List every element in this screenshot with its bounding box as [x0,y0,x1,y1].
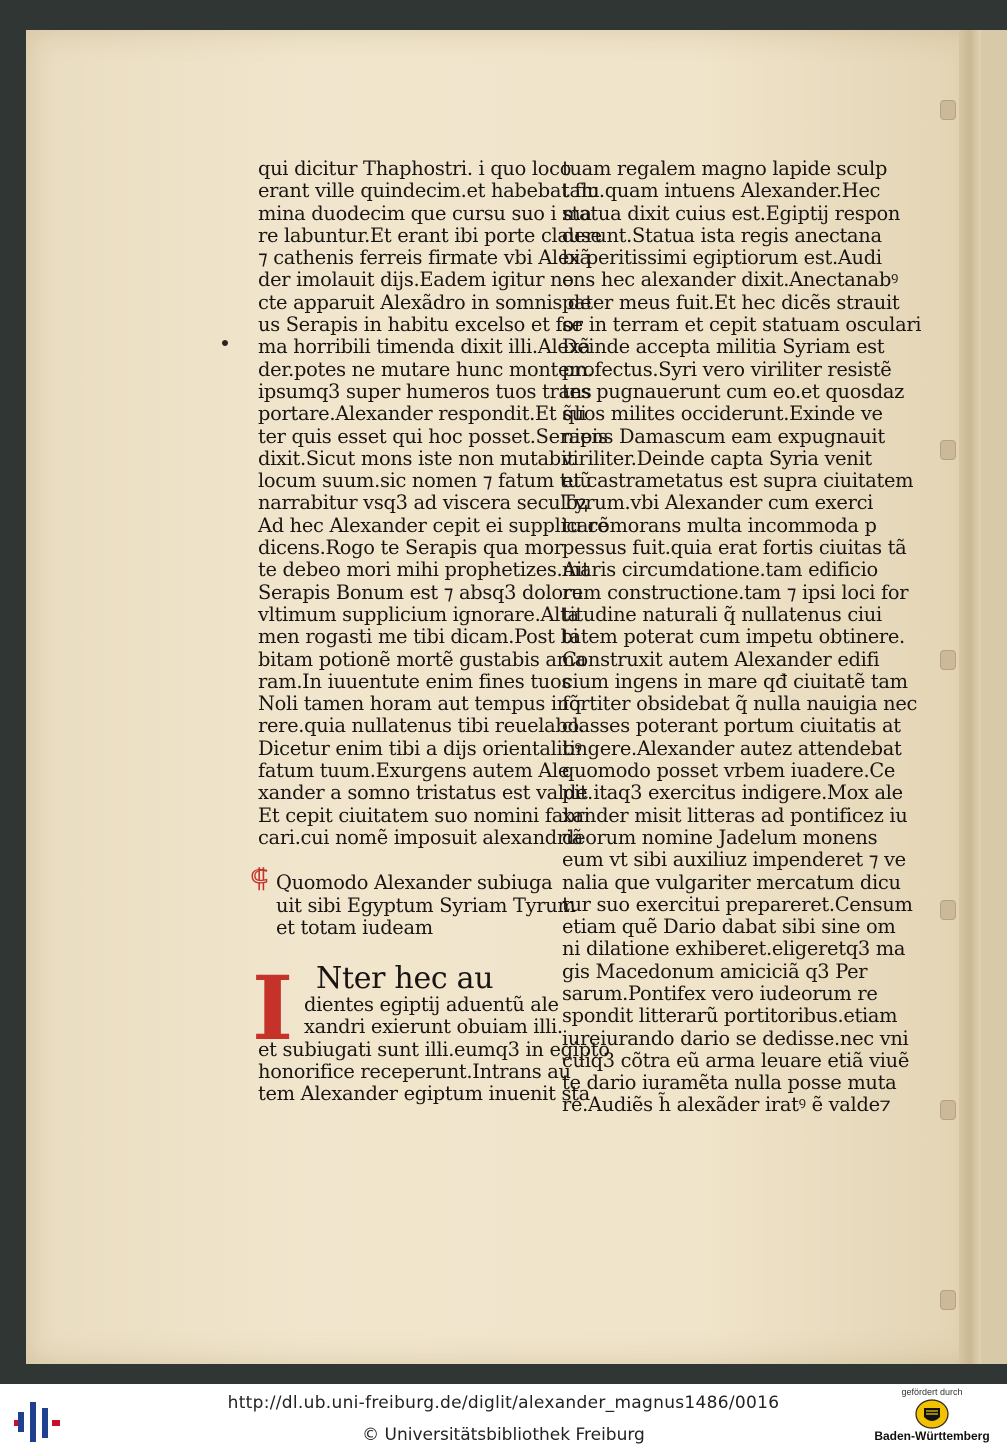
text-line: dientes egiptij aduentũ ale [304,993,559,1017]
binding-stitch [940,440,956,460]
text-line: profectus.Syri vero viriliter resistẽ [562,357,892,381]
text-line: narrabitur vsq3 ad viscera seculoꝝ [258,491,589,515]
text-line: fortiter obsidebat q̃ nulla nauigia nec [562,692,918,716]
text-line: bitam potionẽ mortẽ gustabis ama [258,647,587,671]
text-line: te debeo mori mihi prophetizes.Ait [258,558,590,582]
text-line: suos milites occiderunt.Exinde ve [562,402,883,426]
funding-label: gefördert durch [901,1387,963,1397]
text-line: fatum tuum.Exurgens autem Ale [258,759,570,783]
text-line: re labuntur.Et erant ibi porte clause [258,223,602,247]
text-line: rere.quia nullatenus tibi reuelabo. [258,714,585,738]
text-column-right [562,157,922,1117]
text-line: tatem poterat cum impetu obtinere. [562,625,905,649]
text-line: mina duodecim que cursu suo i ma [258,201,592,225]
text-line: statua dixit cuius est.Egiptij respon [562,201,901,225]
rubric-line: uit sibi Egyptum Syriam Tyrum [276,893,576,917]
text-line: maris circumdatione.tam edificio [562,558,878,582]
next-page-edge [981,30,1007,1364]
text-line: Serapis Bonum est ⁊ absq3 dolore [258,580,583,604]
text-line: tuam regalem magno lapide sculp [562,157,888,180]
text-line: bi peritissimi egiptiorum est.Audi [562,246,882,270]
text-line: Construxit autem Alexander edifi [562,647,880,671]
text-line: tem Alexander egiptum inuenit sta [258,1082,590,1106]
text-line: sarum.Pontifex vero iudeorum re [562,981,878,1005]
text-line: ma horribili timenda dixit illi.Alexã [258,335,591,359]
text-line: tingere.Alexander autez attendebat [562,736,902,760]
text-column-left [250,157,610,1106]
text-line: portare.Alexander respondit.Et q̃li [258,402,587,426]
margin-mark [222,340,228,346]
text-line: cium ingens in mare qđ ciuitatẽ tam [562,669,908,693]
binding-stitch [940,900,956,920]
funding-name: Baden-Württemberg [874,1429,990,1443]
text-line: ter quis esset qui hoc posset.Serapis [258,424,608,448]
text-line: vltimum supplicium ignorare.Alta [258,602,579,626]
text-line: quomodo posset vrbem iuadere.Ce [562,759,896,783]
text-line: et castrametatus est supra ciuitatem [562,469,914,493]
text-line: nalia que vulgariter mercatum dicu [562,870,901,894]
text-line: cari.cui nomẽ imposuit alexandriã [258,825,583,849]
text-line: pit itaq3 exercitus indigere.Mox ale [562,781,903,805]
text-line: men rogasti me tibi dicam.Post bi [258,625,579,649]
text-line: honorifice receperunt.Intrans au [258,1059,571,1083]
text-line: tam.quam intuens Alexander.Hec [562,179,881,203]
text-line: cte apparuit Alexãdro in somnis de [258,290,592,314]
text-line: titudine naturali q̃ nullatenus ciui [562,602,882,626]
text-line: rum constructione.tam ⁊ ipsi loci for [562,580,909,604]
text-line: xandri exierunt obuiam illi. [304,1015,563,1039]
text-line: Noli tamen horam aut tempus inq̃ [258,692,582,716]
text-line: ens hec alexander dixit.Anectanabꝰ [562,268,899,292]
text-line: der imolauit dijs.Eadem igitur no [258,268,574,292]
text-line: ipsumq3 super humeros tuos trans [258,379,592,403]
text-line: erant ville quindecim.et habebat flu [258,179,600,203]
rubric-heading [250,864,576,939]
text-line: et subiugati sunt illi.eumq3 in egipto [258,1037,610,1061]
text-line: re.Audiẽs h̃ alexãder iratꝰ ẽ valde⁊ [562,1093,891,1117]
rubric-mark-icon: ⸿ [250,864,269,895]
funding-credit [872,1387,992,1443]
initial-first-line: Nter hec au [316,961,494,997]
permalink-url[interactable]: http://dl.ub.uni-freiburg.de/diglit/alexander_magnus1486/0016 [227,1393,780,1413]
binding-stitch [940,100,956,120]
text-line: iureiurando dario se dedisse.nec vni [562,1026,909,1050]
text-line: ni dilatione exhiberet.eligeretq3 ma [562,937,906,961]
rubric-line: Quomodo Alexander subiuga [276,871,553,895]
text-line: se in terram et cepit statuam osculari [562,313,922,337]
text-line: ⁊ cathenis ferreis firmate vbi Alexã [258,246,591,270]
binding-stitch [940,1290,956,1310]
binding-stitch [940,1100,956,1120]
text-line: deorum nomine Jadelum monens [562,825,878,849]
text-line: locum suum.sic nomen ⁊ fatum tuũ [258,469,592,493]
text-line: pessus fuit.quia erat fortis ciuitas tã [562,536,907,560]
text-line: Et cepit ciuitatem suo nomini fabri [258,803,590,827]
text-line: etiam quẽ Dario dabat sibi sine om [562,915,896,939]
text-line: Deinde accepta militia Syriam est [562,335,885,359]
text-line: xander misit litteras ad pontificez iu [562,803,908,827]
text-line: te dario iuramẽta nulla posse muta [562,1071,897,1095]
text-line: gis Macedonum amiciciã q3 Per [562,959,868,983]
text-line: Tyrum.vbi Alexander cum exerci [562,491,874,515]
text-line: tes pugnauerunt cum eo.et quosdaz [562,379,905,403]
binding-stitch [940,650,956,670]
text-line: us Serapis in habitu excelso et for [258,313,583,337]
baden-wuerttemberg-crest-icon [915,1399,949,1429]
text-line: pater meus fuit.Et hec dicẽs strauit [562,290,900,314]
text-line: spondit litterarũ portitoribus.etiam [562,1004,898,1028]
page-gutter [959,30,981,1364]
text-line: viriliter.Deinde capta Syria venit [562,446,872,470]
text-line: dicens.Rogo te Serapis qua mor [258,536,563,560]
text-line: cuiq3 cõtra eũ arma leuare etiã viuẽ [562,1048,909,1072]
copyright-notice: © Universitätsbibliothek Freiburg [362,1425,645,1445]
text-line: der.potes ne mutare hunc montem. [258,357,594,381]
text-line: niens Damascum eam expugnauit [562,424,885,448]
text-line: xander a somno tristatus est valde. [258,781,593,805]
rubric-line: et totam iudeam [276,915,433,939]
text-line: qui dicitur Thaphostri. i quo loco [258,157,572,180]
text-line: tu cõmorans multa incommoda p [562,513,877,537]
text-line: ram.In iuuentute enim fines tuos [258,669,572,693]
text-line: dixit.Sicut mons iste non mutabit [258,446,575,470]
text-line: eum vt sibi auxiliuz impenderet ⁊ ve [562,848,906,872]
viewer-footer [0,1384,1007,1456]
text-line: Ad hec Alexander cepit ei supplicare [258,513,609,537]
text-line: tur suo exercitui prepareret.Censum [562,892,913,916]
text-line: Dicetur enim tibi a dijs orientalibꝰ [258,736,582,760]
red-initial-letter: I [252,956,293,1061]
text-line: derunt.Statua ista regis anectana [562,223,882,247]
text-line: classes poterant portum ciuitatis at [562,714,901,738]
